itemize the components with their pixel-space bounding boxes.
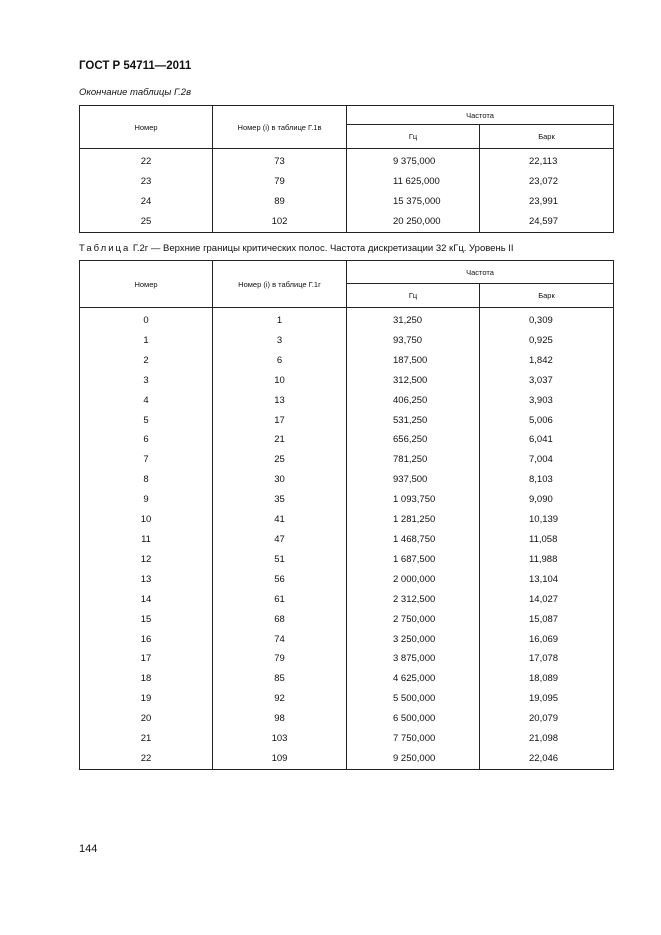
cell-hz: 4 625,000	[347, 669, 480, 689]
page-number: 144	[79, 843, 98, 855]
cell-number: 10	[80, 510, 213, 530]
cell-bark: 15,087	[480, 610, 614, 630]
table2-caption	[79, 243, 514, 254]
cell-bark: 17,078	[480, 649, 614, 669]
cell-hz: 5 500,000	[347, 689, 480, 709]
cell-hz: 406,250	[347, 391, 480, 411]
cell-bark: 16,069	[480, 630, 614, 650]
cell-bark: 5,006	[480, 411, 614, 431]
table2-caption-prefix: Таблица	[79, 243, 131, 254]
cell-bark: 14,027	[480, 590, 614, 610]
cell-index: 89	[213, 192, 347, 212]
cell-number: 11	[80, 530, 213, 550]
table2-caption-text: Г.2г — Верхние границы критических полос. Частота дискретизации 32 кГц. Уровень II	[130, 243, 514, 254]
cell-bark: 23,072	[480, 172, 614, 192]
cell-number: 12	[80, 550, 213, 570]
cell-number: 9	[80, 490, 213, 510]
cell-index: 68	[213, 610, 347, 630]
cell-bark: 1,842	[480, 351, 614, 371]
table-row	[80, 749, 614, 769]
cell-index: 47	[213, 530, 347, 550]
cell-bark: 0,309	[480, 308, 614, 331]
cell-index: 30	[213, 470, 347, 490]
cell-bark: 19,095	[480, 689, 614, 709]
cell-number: 24	[80, 192, 213, 212]
cell-index: 1	[213, 308, 347, 331]
table-row	[80, 331, 614, 351]
table-row	[80, 709, 614, 729]
cell-number: 6	[80, 430, 213, 450]
cell-index: 56	[213, 570, 347, 590]
cell-hz: 2 312,500	[347, 590, 480, 610]
cell-index: 10	[213, 371, 347, 391]
col-header-hz: Гц	[347, 284, 480, 308]
table-row	[80, 590, 614, 610]
cell-index: 102	[213, 212, 347, 232]
cell-bark: 24,597	[480, 212, 614, 232]
cell-index: 13	[213, 391, 347, 411]
cell-hz: 656,250	[347, 430, 480, 450]
cell-number: 21	[80, 729, 213, 749]
cell-hz: 312,500	[347, 371, 480, 391]
table-row	[80, 649, 614, 669]
cell-hz: 15 375,000	[347, 192, 480, 212]
col-header-frequency: Частота	[347, 261, 614, 284]
cell-index: 73	[213, 149, 347, 172]
cell-hz: 3 250,000	[347, 630, 480, 650]
table2	[79, 260, 614, 770]
cell-number: 14	[80, 590, 213, 610]
table-row	[80, 470, 614, 490]
cell-bark: 21,098	[480, 729, 614, 749]
cell-bark: 20,079	[480, 709, 614, 729]
table-row	[80, 371, 614, 391]
cell-hz: 1 093,750	[347, 490, 480, 510]
cell-bark: 9,090	[480, 490, 614, 510]
cell-index: 35	[213, 490, 347, 510]
cell-bark: 0,925	[480, 331, 614, 351]
cell-index: 51	[213, 550, 347, 570]
cell-hz: 1 281,250	[347, 510, 480, 530]
table1	[79, 105, 614, 233]
table2-body	[80, 308, 614, 770]
table1-caption: Окончание таблицы Г.2в	[79, 87, 192, 98]
cell-hz: 11 625,000	[347, 172, 480, 192]
cell-hz: 937,500	[347, 470, 480, 490]
cell-number: 20	[80, 709, 213, 729]
col-header-hz: Гц	[347, 125, 480, 149]
cell-number: 19	[80, 689, 213, 709]
cell-hz: 9 250,000	[347, 749, 480, 769]
cell-hz: 1 687,500	[347, 550, 480, 570]
cell-hz: 2 750,000	[347, 610, 480, 630]
table-row	[80, 430, 614, 450]
cell-index: 92	[213, 689, 347, 709]
cell-index: 61	[213, 590, 347, 610]
cell-index: 25	[213, 450, 347, 470]
cell-number: 8	[80, 470, 213, 490]
cell-bark: 18,089	[480, 669, 614, 689]
cell-hz: 3 875,000	[347, 649, 480, 669]
cell-bark: 22,113	[480, 149, 614, 172]
table-row	[80, 351, 614, 371]
cell-number: 0	[80, 308, 213, 331]
cell-bark: 7,004	[480, 450, 614, 470]
cell-hz: 531,250	[347, 411, 480, 431]
table-row	[80, 610, 614, 630]
cell-bark: 6,041	[480, 430, 614, 450]
cell-hz: 9 375,000	[347, 149, 480, 172]
table-row	[80, 530, 614, 550]
cell-number: 22	[80, 749, 213, 769]
col-header-index: Номер (i) в таблице Г.1в	[213, 106, 347, 149]
cell-number: 23	[80, 172, 213, 192]
cell-number: 15	[80, 610, 213, 630]
cell-bark: 13,104	[480, 570, 614, 590]
cell-index: 103	[213, 729, 347, 749]
table-row	[80, 450, 614, 470]
cell-index: 21	[213, 430, 347, 450]
cell-index: 17	[213, 411, 347, 431]
cell-hz: 187,500	[347, 351, 480, 371]
table-row	[80, 490, 614, 510]
cell-bark: 23,991	[480, 192, 614, 212]
cell-number: 3	[80, 371, 213, 391]
cell-hz: 781,250	[347, 450, 480, 470]
cell-bark: 3,037	[480, 371, 614, 391]
cell-number: 1	[80, 331, 213, 351]
table-row	[80, 149, 614, 172]
cell-index: 109	[213, 749, 347, 769]
cell-number: 4	[80, 391, 213, 411]
col-header-bark: Барк	[480, 125, 614, 149]
table-row	[80, 172, 614, 192]
cell-index: 6	[213, 351, 347, 371]
cell-hz: 1 468,750	[347, 530, 480, 550]
cell-hz: 7 750,000	[347, 729, 480, 749]
table-row	[80, 391, 614, 411]
cell-number: 13	[80, 570, 213, 590]
cell-bark: 8,103	[480, 470, 614, 490]
cell-hz: 20 250,000	[347, 212, 480, 232]
cell-number: 5	[80, 411, 213, 431]
cell-hz: 6 500,000	[347, 709, 480, 729]
cell-index: 74	[213, 630, 347, 650]
cell-hz: 31,250	[347, 308, 480, 331]
cell-number: 22	[80, 149, 213, 172]
cell-bark: 22,046	[480, 749, 614, 769]
cell-number: 25	[80, 212, 213, 232]
table1-body	[80, 149, 614, 233]
col-header-frequency: Частота	[347, 106, 614, 125]
cell-index: 79	[213, 172, 347, 192]
document-code: ГОСТ Р 54711—2011	[79, 60, 192, 72]
cell-hz: 2 000,000	[347, 570, 480, 590]
table-row	[80, 689, 614, 709]
col-header-number: Номер	[80, 106, 213, 149]
table-row	[80, 570, 614, 590]
cell-bark: 3,903	[480, 391, 614, 411]
col-header-number: Номер	[80, 261, 213, 308]
cell-number: 16	[80, 630, 213, 650]
table-row	[80, 669, 614, 689]
table-row	[80, 212, 614, 232]
table-row	[80, 550, 614, 570]
cell-number: 2	[80, 351, 213, 371]
cell-number: 18	[80, 669, 213, 689]
cell-bark: 11,988	[480, 550, 614, 570]
cell-index: 41	[213, 510, 347, 530]
col-header-index: Номер (i) в таблице Г.1г	[213, 261, 347, 308]
cell-number: 17	[80, 649, 213, 669]
cell-bark: 11,058	[480, 530, 614, 550]
table-row	[80, 630, 614, 650]
cell-index: 85	[213, 669, 347, 689]
cell-index: 3	[213, 331, 347, 351]
cell-number: 7	[80, 450, 213, 470]
table-row	[80, 308, 614, 331]
cell-hz: 93,750	[347, 331, 480, 351]
cell-index: 98	[213, 709, 347, 729]
table-row	[80, 510, 614, 530]
cell-index: 79	[213, 649, 347, 669]
col-header-bark: Барк	[480, 284, 614, 308]
table-row	[80, 729, 614, 749]
table-row	[80, 192, 614, 212]
cell-bark: 10,139	[480, 510, 614, 530]
table-row	[80, 411, 614, 431]
